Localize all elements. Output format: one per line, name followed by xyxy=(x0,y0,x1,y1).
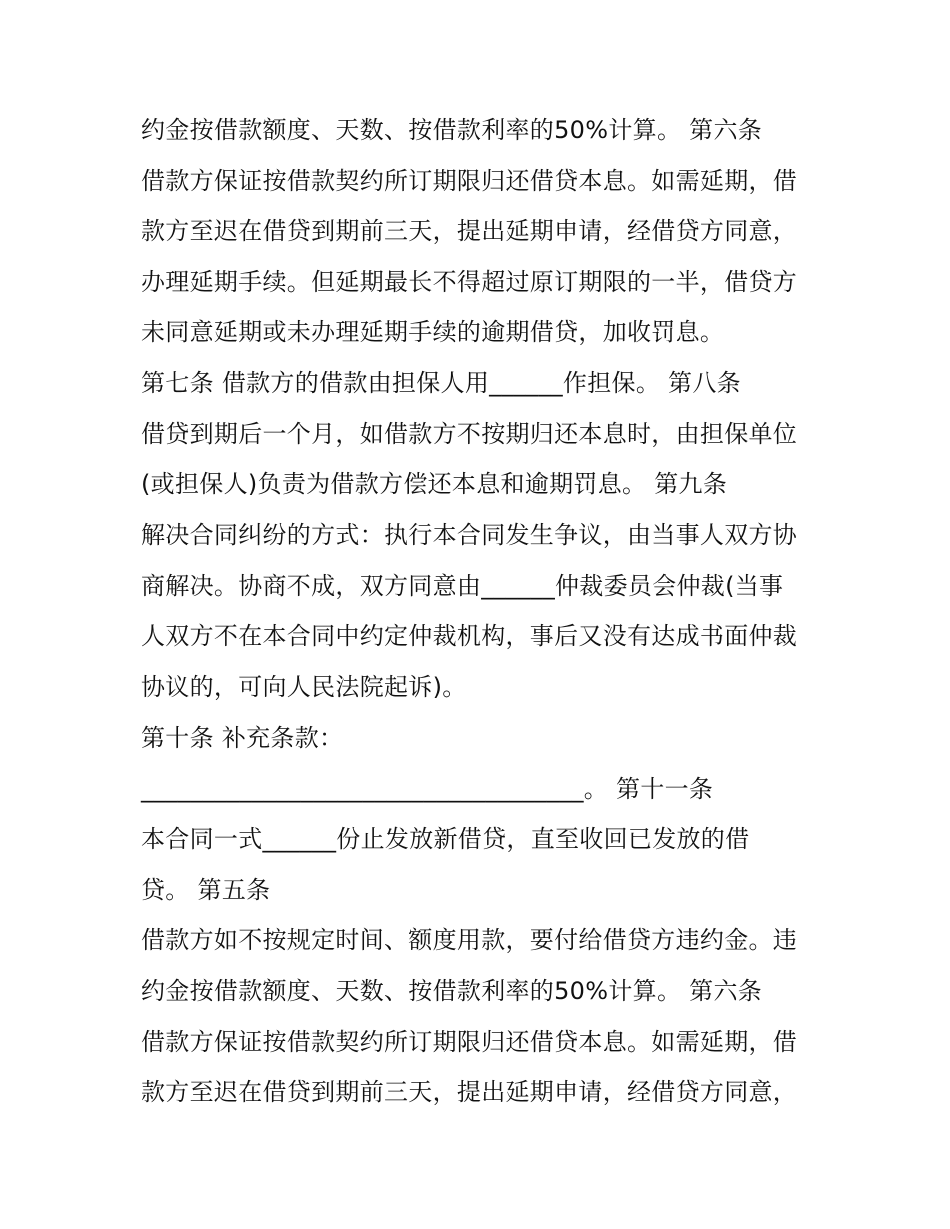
text-line: 借款方如不按规定时间、额度用款，要付给借贷方违约金。违 xyxy=(141,926,798,954)
text-line: 第七条 借款方的借款由担保人用______作担保。 第八条 xyxy=(141,369,741,397)
text-line: 款方至迟在借贷到期前三天，提出延期申请，经借贷方同意， xyxy=(141,1078,798,1106)
text-line: 借款方保证按借款契约所订期限归还借贷本息。如需延期，借 xyxy=(141,1028,798,1056)
text-line: ____________________________________。 第十一条 xyxy=(141,775,714,803)
text-line: 约金按借款额度、天数、按借款利率的50%计算。 第六条 xyxy=(141,977,763,1005)
text-line: 借款方保证按借款契约所订期限归还借贷本息。如需延期，借 xyxy=(141,167,798,195)
text-line: 办理延期手续。但延期最长不得超过原订期限的一半，借贷方 xyxy=(141,268,798,296)
text-line: 解决合同纠纷的方式：执行本合同发生争议，由当事人双方协 xyxy=(141,521,798,549)
text-line: 款方至迟在借贷到期前三天，提出延期申请，经借贷方同意， xyxy=(141,217,798,245)
text-line: 未同意延期或未办理延期手续的逾期借贷，加收罚息。 xyxy=(141,318,725,346)
text-line: 本合同一式______份止发放新借贷，直至收回已发放的借 xyxy=(141,825,750,853)
text-line: 贷。 第五条 xyxy=(141,876,271,904)
text-line: 商解决。协商不成，双方同意由______仲裁委员会仲裁(当事 xyxy=(141,572,784,600)
text-line: 人双方不在本合同中约定仲裁机构，事后又没有达成书面仲裁 xyxy=(141,622,798,650)
text-line: 约金按借款额度、天数、按借款利率的50%计算。 第六条 xyxy=(141,116,763,144)
text-line: (或担保人)负责为借款方偿还本息和逾期罚息。 第九条 xyxy=(141,470,728,498)
text-line: 借贷到期后一个月，如借款方不按期归还本息时，由担保单位 xyxy=(141,420,798,448)
text-line: 第十条 补充条款： xyxy=(141,724,344,752)
text-line: 协议的，可向人民法院起诉)。 xyxy=(141,673,467,701)
